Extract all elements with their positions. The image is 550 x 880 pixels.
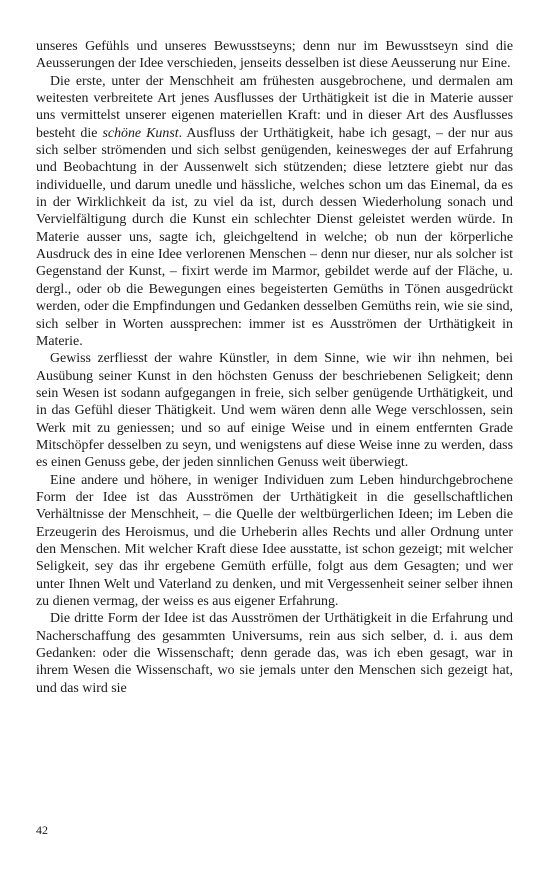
paragraph-text: Die erste, unter der Menschheit am frühesten ausgebrochene, und dermalen am weitesten verbreitete Art jenes Ausflusses der Urthätigkeit ist die in Materie ausser uns vermittelst unserer eigenen materiellen Kraft: und in dieser Art des Ausflusses besteht die <box>36 73 513 141</box>
paragraph-3 <box>36 350 513 471</box>
paragraph-1 <box>36 38 513 73</box>
page-number: 42 <box>36 823 48 837</box>
page-body <box>36 38 513 697</box>
paragraph-5 <box>36 610 513 697</box>
paragraph-text: Gewiss zerfliesst der wahre Künstler, in dem Sinne, wie wir ihn nehmen, bei Ausübung seiner Kunst in den höchsten Genuss der beschriebenen Seligkeit; denn sein Wesen ist sodann aufgegangen in freie, sich selber genügende Urthätigkeit, und in das Gefühl dieser Thätigkeit. Und wem wären denn alle Wege verschlossen, sein Werk mit zu geniessen; und so auf einige Weise und in einem entfernten Grade Mitschöpfer desselben zu seyn, und wenigstens auf diese Weise inne zu werden, dass es einen Genuss gebe, der jeden sinnlichen Genuss weit überwiegt. <box>36 351 513 471</box>
paragraph-text: Eine andere und höhere, in weniger Individuen zum Leben hindurchgebrochene Form der Idee ist das Ausströmen der Urthätigkeit in die gesellschaftlichen Verhältnisse der Menschheit, – die Quelle der weltbürgerlichen Ideen; im Leben die Erzeugerin des Heroismus, und die Urheberin alles Rechts und aller Ordnung unter den Menschen. Mit welcher Kraft diese Idee ausstatte, ist schon gezeigt; mit welcher Seligkeit, sey das ihr ergebene Gemüth erfülle, folgt aus dem Gesagten; und wer unter Ihnen Welt und Vaterland zu denken, und mit Vergessenheit seiner selber ihnen zu dienen vermag, der weiss es aus eigener Erfahrung. <box>36 472 513 609</box>
paragraph-4 <box>36 472 513 611</box>
paragraph-text: . Ausfluss der Urthätigkeit, habe ich gesagt, – der nur aus sich selber strömenden und sich selbst genügenden, keinesweges der auf Erfahrung und Beobachtung in der Aussenwelt sich stützenden; diese letztere giebt nur das individuelle, und darum unedle und hässliche, welches schon um das Einemal, da es in der Wirklichkeit da ist, zu viel da ist, durch dessen Wiederholung sonach und Vervielfältigung durch die Kunst ein schlechter Dienst geleistet werden würde. In Materie ausser uns, sagte ich, gleichgeltend in welche; ob nun der körperliche Ausdruck des in eine Idee verlorenen Menschen – denn nur dieser, nur als solcher ist Gegenstand der Kunst, – fixirt werde im Marmor, gebildet werde auf der Fläche, u. dergl., oder ob die Bewegungen eines begeisterten Gemüths in Tönen ausgedrückt werden, oder die Empfindungen und Gedanken desselben Gemüths rein, wie sie sind, sich selber in Worten aussprechen: immer ist es Ausströmen der Urthätigkeit in Materie. <box>36 125 514 349</box>
emphasis-schoene-kunst: schöne Kunst <box>102 125 179 141</box>
paragraph-text: Die dritte Form der Idee ist das Ausströmen der Urthätigkeit in die Erfahrung und Nacherschaffung des gesammten Universums, rein aus sich selber, d. i. aus dem Gedanken: oder die Wissenschaft; denn gerade das, was ich eben gesagt, war in ihrem Wesen die Wissenschaft, wo sie jemals unter den Menschen sich gezeigt hat, und das wird sie <box>36 611 513 696</box>
paragraph-2 <box>36 73 513 351</box>
paragraph-text: unseres Gefühls und unseres Bewusstseyns; denn nur im Bewusstseyn sind die Aeusserungen der Idee verschieden, jenseits desselben ist diese Aeusserung nur Eine. <box>36 39 513 72</box>
